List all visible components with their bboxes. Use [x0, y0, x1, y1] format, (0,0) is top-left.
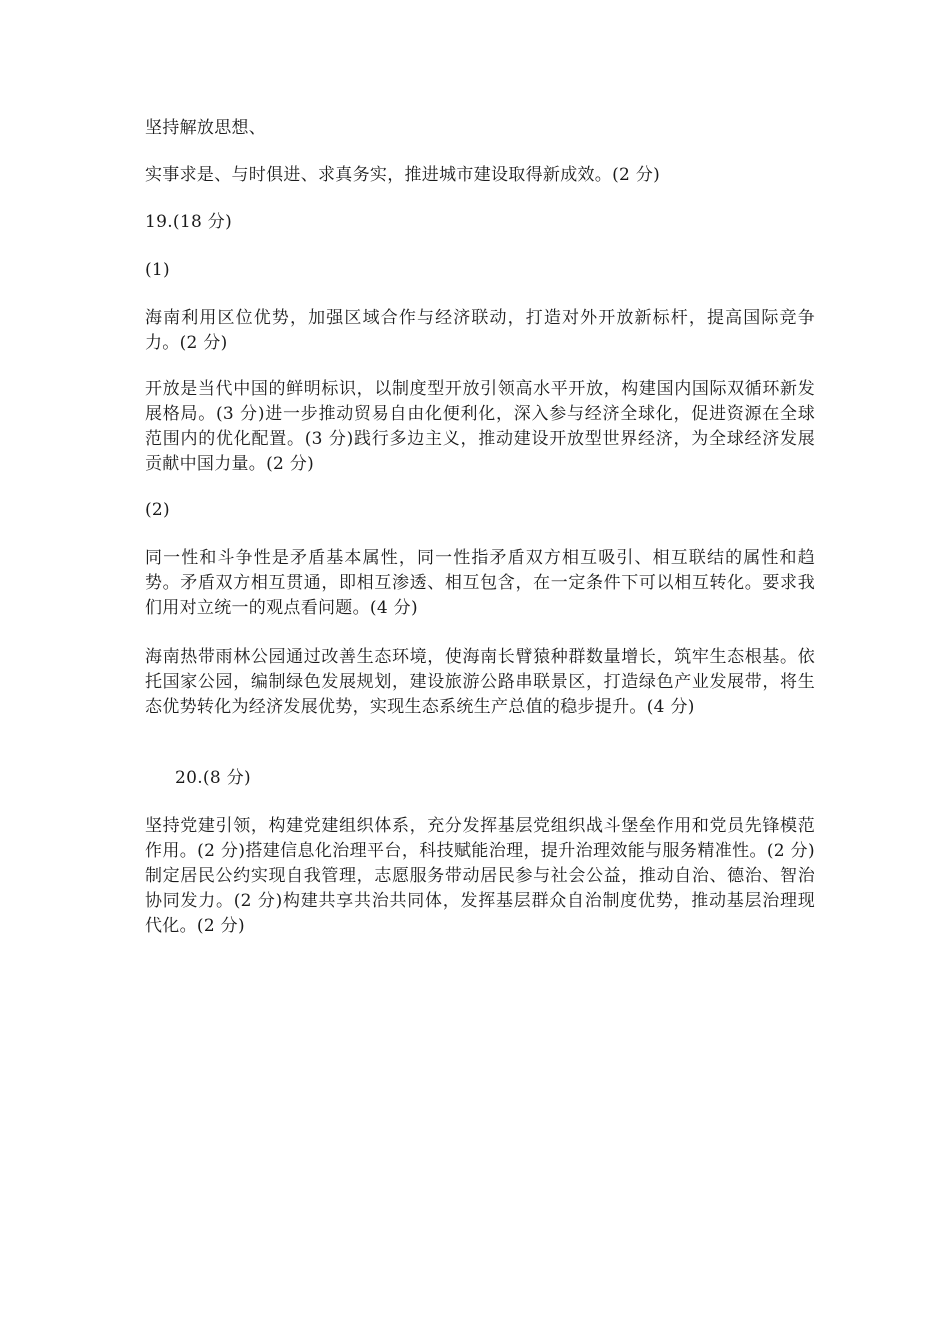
paragraph-rainforest-park: 海南热带雨林公园通过改善生态环境，使海南长臂猿种群数量增长，筑牢生态根基。依托国家公园，编制绿色发展规划，建设旅游公路串联景区，打造绿色产业发展带，将生态优势转化为经济发展优势，实现生态系统生产总值的稳步提升。(4 分)	[145, 647, 815, 717]
paragraph-hainan-location: 海南利用区位优势，加强区域合作与经济联动，打造对外开放新标杆，提高国际竞争力。(2 分)	[145, 308, 815, 353]
paragraph-intro: 坚持解放思想、	[145, 118, 267, 138]
paragraph-contradiction: 同一性和斗争性是矛盾基本属性，同一性指矛盾双方相互吸引、相互联结的属性和趋势。矛盾双方相互贯通，即相互渗透、相互包含，在一定条件下可以相互转化。要求我们用对立统一的观点看问题。(4 分)	[145, 548, 815, 618]
question-20-heading: 20.(8 分)	[175, 768, 251, 788]
paragraph-opening-up: 开放是当代中国的鲜明标识，以制度型开放引领高水平开放，构建国内国际双循环新发展格局。(3 分)进一步推动贸易自由化便利化，深入参与经济全球化，促进资源在全球范围内的优化配置。(3 分)践行多边主义，推动建设开放型世界经济，为全球经济发展贡献中国力量。(2 分)	[145, 379, 815, 474]
question-19-part-1-label: (1)	[145, 260, 170, 280]
question-19-part-2-label: (2)	[145, 500, 170, 520]
question-19-heading: 19.(18 分)	[145, 212, 233, 232]
paragraph-party-building: 坚持党建引领，构建党建组织体系，充分发挥基层党组织战斗堡垒作用和党员先锋模范作用。(2 分)搭建信息化治理平台，科技赋能治理，提升治理效能与服务精准性。(2 分)制定居民公约实现自我管理，志愿服务带动居民参与社会公益，推动自治、德治、智治协同发力。(2 分)构建共享共治共同体，发挥基层群众自治制度优势，推动基层治理现代化。(2 分)	[145, 816, 815, 936]
paragraph-city-construction: 实事求是、与时俱进、求真务实，推进城市建设取得新成效。(2 分)	[145, 165, 661, 185]
